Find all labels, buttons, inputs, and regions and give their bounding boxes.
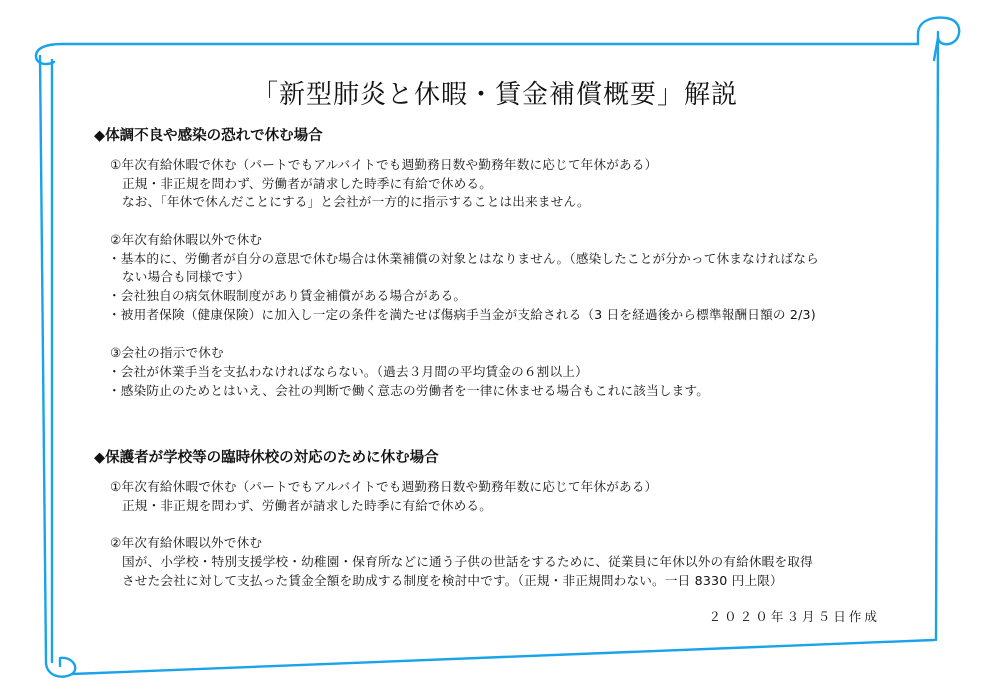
list-item: 国が、小学校・特別支援学校・幼稚園・保育所などに通う子供の世話をするために、従業員に年休以外の有給休暇を取得: [122, 554, 813, 569]
list-item: 正規・非正規を問わず、労働者が請求した時季に有給で休める。: [122, 498, 493, 513]
item-label-paid-leave: ①年次有給休暇で休む（パートでもアルバイトでも週勤務日数や勤務年数に応じて年休がある）: [110, 157, 658, 172]
section-heading-school-closure: ◆保護者が学校等の臨時休校の対応のために休む場合: [94, 450, 439, 466]
item-label-paid-leave: ①年次有給休暇で休む（パートでもアルバイトでも週勤務日数や勤務年数に応じて年休がある）: [110, 479, 658, 494]
list-item: ・会社独自の病気休暇制度があり賃金補償がある場合がある。: [108, 288, 467, 303]
list-item: ・基本的に、労働者が自分の意思で休む場合は休業補償の対象とはなりません。（感染したことが分かって休まなければなら: [108, 251, 819, 266]
list-item: なお、「年休で休んだことにする」と会社が一方的に指示することは出来ません。: [122, 194, 590, 209]
list-item: ない場合も同様です）: [122, 269, 250, 284]
list-item: させた会社に対して支払った賃金全額を助成する制度を検討中です。（正規・非正規問わない。一日 8330 円上限）: [122, 573, 783, 588]
list-item: ・会社が休業手当を支払わなければならない。（過去３月間の平均賃金の６割以上）: [108, 364, 588, 379]
section-heading-illness: ◆体調不良や感染の恐れで休む場合: [94, 128, 323, 144]
document-title: 「新型肺炎と休暇・賃金補償概要」解説: [251, 80, 738, 110]
item-label-other-leave: ②年次有給休暇以外で休む: [110, 232, 263, 247]
item-label-company-order: ③会社の指示で休む: [110, 345, 224, 360]
list-item: 正規・非正規を問わず、労働者が請求した時季に有給で休める。: [122, 176, 493, 191]
list-item: ・被用者保険（健康保険）に加入し一定の条件を満たせば傷病手当金が支給される（3 日を経過後から標準報酬日額の 2/3): [108, 307, 816, 322]
list-item: ・感染防止のためとはいえ、会社の判断で働く意志の労働者を一律に休ませる場合もこれに該当します。: [108, 383, 710, 398]
creation-date: ２０２０年３月５日作成: [708, 609, 880, 624]
item-label-other-leave: ②年次有給休暇以外で休む: [110, 535, 263, 550]
